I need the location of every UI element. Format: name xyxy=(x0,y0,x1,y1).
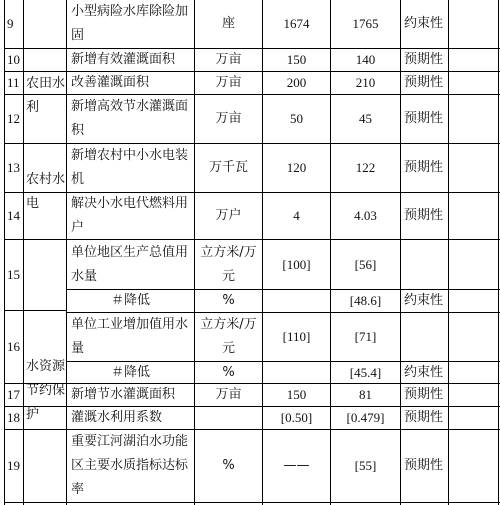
base-value-cell: [110] xyxy=(282,329,311,344)
target-value-cell: 1765 xyxy=(352,16,379,31)
unit-cell xyxy=(195,407,262,429)
nature-cell: 约束性 xyxy=(404,293,444,308)
nature-cell: 预期性 xyxy=(404,75,444,90)
base-value-cell: —— xyxy=(283,458,310,473)
row-divider xyxy=(4,502,500,503)
unit-cell: % xyxy=(222,364,235,380)
target-value-cell: 122 xyxy=(355,160,376,175)
nature-cell xyxy=(401,240,448,289)
column-divider xyxy=(448,0,449,505)
indicator-cell: 新增有效灌溉面积 xyxy=(71,52,176,67)
row-number: 10 xyxy=(7,52,20,67)
indicator-cell: 新增节水灌溉面积 xyxy=(71,387,176,402)
row-number: 12 xyxy=(7,111,20,126)
category-cell: 农田水 利 xyxy=(26,76,66,115)
unit-cell: % xyxy=(222,458,235,473)
unit-cell: 万亩 xyxy=(215,111,242,126)
indicator-cell: 单位地区生产总值用 水量 xyxy=(71,244,189,284)
indicator-cell: 解决小水电代燃料用 户 xyxy=(71,196,189,235)
indicator-cell: 灌溉水利用系数 xyxy=(71,410,163,425)
target-value-cell: 81 xyxy=(359,387,372,402)
indicator-cell: 新增农村中小水电装 机 xyxy=(71,148,189,187)
target-value-cell: [0.479] xyxy=(346,410,385,425)
unit-cell: 万千瓦 xyxy=(208,160,248,175)
base-value-cell: 1674 xyxy=(283,16,310,31)
category-cell: 农村水 电 xyxy=(26,172,66,211)
row-number: 14 xyxy=(7,208,20,223)
base-value-cell: 50 xyxy=(290,111,303,126)
target-value-cell: [56] xyxy=(354,256,377,272)
target-value-cell: 45 xyxy=(359,111,372,126)
row-number: 17 xyxy=(7,387,20,402)
unit-cell: 万亩 xyxy=(215,75,242,90)
base-value-cell: [100] xyxy=(282,256,311,272)
indicator-cell: 重要江河湖泊水功能 区主要水质指标达标 率 xyxy=(71,434,189,497)
nature-cell: 预期性 xyxy=(404,387,444,402)
base-value-cell: 120 xyxy=(286,160,307,175)
indicator-cell: 小型病险水库除险加 固 xyxy=(71,4,189,43)
base-value-cell xyxy=(263,362,330,383)
row-number: 9 xyxy=(7,16,14,31)
nature-cell: 预期性 xyxy=(404,111,444,126)
base-value-cell: 150 xyxy=(286,387,307,402)
nature-cell: 约束性 xyxy=(404,16,444,31)
indicator-cell: 改善灌溉面积 xyxy=(71,75,150,90)
unit-cell: % xyxy=(222,293,235,308)
indicator-cell: ＃降低 xyxy=(110,364,150,380)
unit-cell: 座 xyxy=(221,16,235,31)
base-value-cell: 150 xyxy=(286,52,307,67)
indicator-cell: 新增高效节水灌溉面 积 xyxy=(71,99,189,138)
nature-cell xyxy=(401,313,448,361)
unit-cell: 万亩 xyxy=(215,387,242,402)
indicator-cell: 单位工业增加值用水 量 xyxy=(71,317,189,356)
category-cell: 水资源 节约保 护 xyxy=(26,359,66,422)
target-value-cell: 210 xyxy=(355,75,376,90)
target-value-cell: [71] xyxy=(354,329,377,344)
target-value-cell: [55] xyxy=(354,458,377,473)
unit-cell: 立方米/万 元 xyxy=(200,244,257,284)
row-number: 13 xyxy=(7,160,20,175)
unit-cell: 立方米/万 元 xyxy=(200,317,257,356)
base-value-cell xyxy=(263,290,330,312)
unit-cell: 万亩 xyxy=(215,52,242,67)
nature-cell: 预期性 xyxy=(404,52,444,67)
row-number: 19 xyxy=(7,458,20,473)
nature-cell: 预期性 xyxy=(404,160,444,175)
base-value-cell: 4 xyxy=(293,208,300,223)
target-value-cell: [48.6] xyxy=(349,293,382,308)
row-number: 15 xyxy=(7,267,20,282)
nature-cell: 预期性 xyxy=(404,458,444,473)
row-number: 11 xyxy=(7,75,20,90)
row-number: 16 xyxy=(7,339,20,354)
indicator-cell: ＃降低 xyxy=(110,293,150,308)
base-value-cell: 200 xyxy=(286,75,307,90)
unit-cell: 万户 xyxy=(215,208,242,223)
row-number: 18 xyxy=(7,410,20,425)
nature-cell: 预期性 xyxy=(404,208,444,223)
nature-cell: 预期性 xyxy=(404,410,444,425)
base-value-cell: [0.50] xyxy=(280,410,313,425)
column-divider xyxy=(498,0,499,505)
target-value-cell: 140 xyxy=(355,52,376,67)
target-value-cell: [45.4] xyxy=(349,364,382,380)
nature-cell: 约束性 xyxy=(404,364,444,380)
target-value-cell: 4.03 xyxy=(354,208,377,223)
